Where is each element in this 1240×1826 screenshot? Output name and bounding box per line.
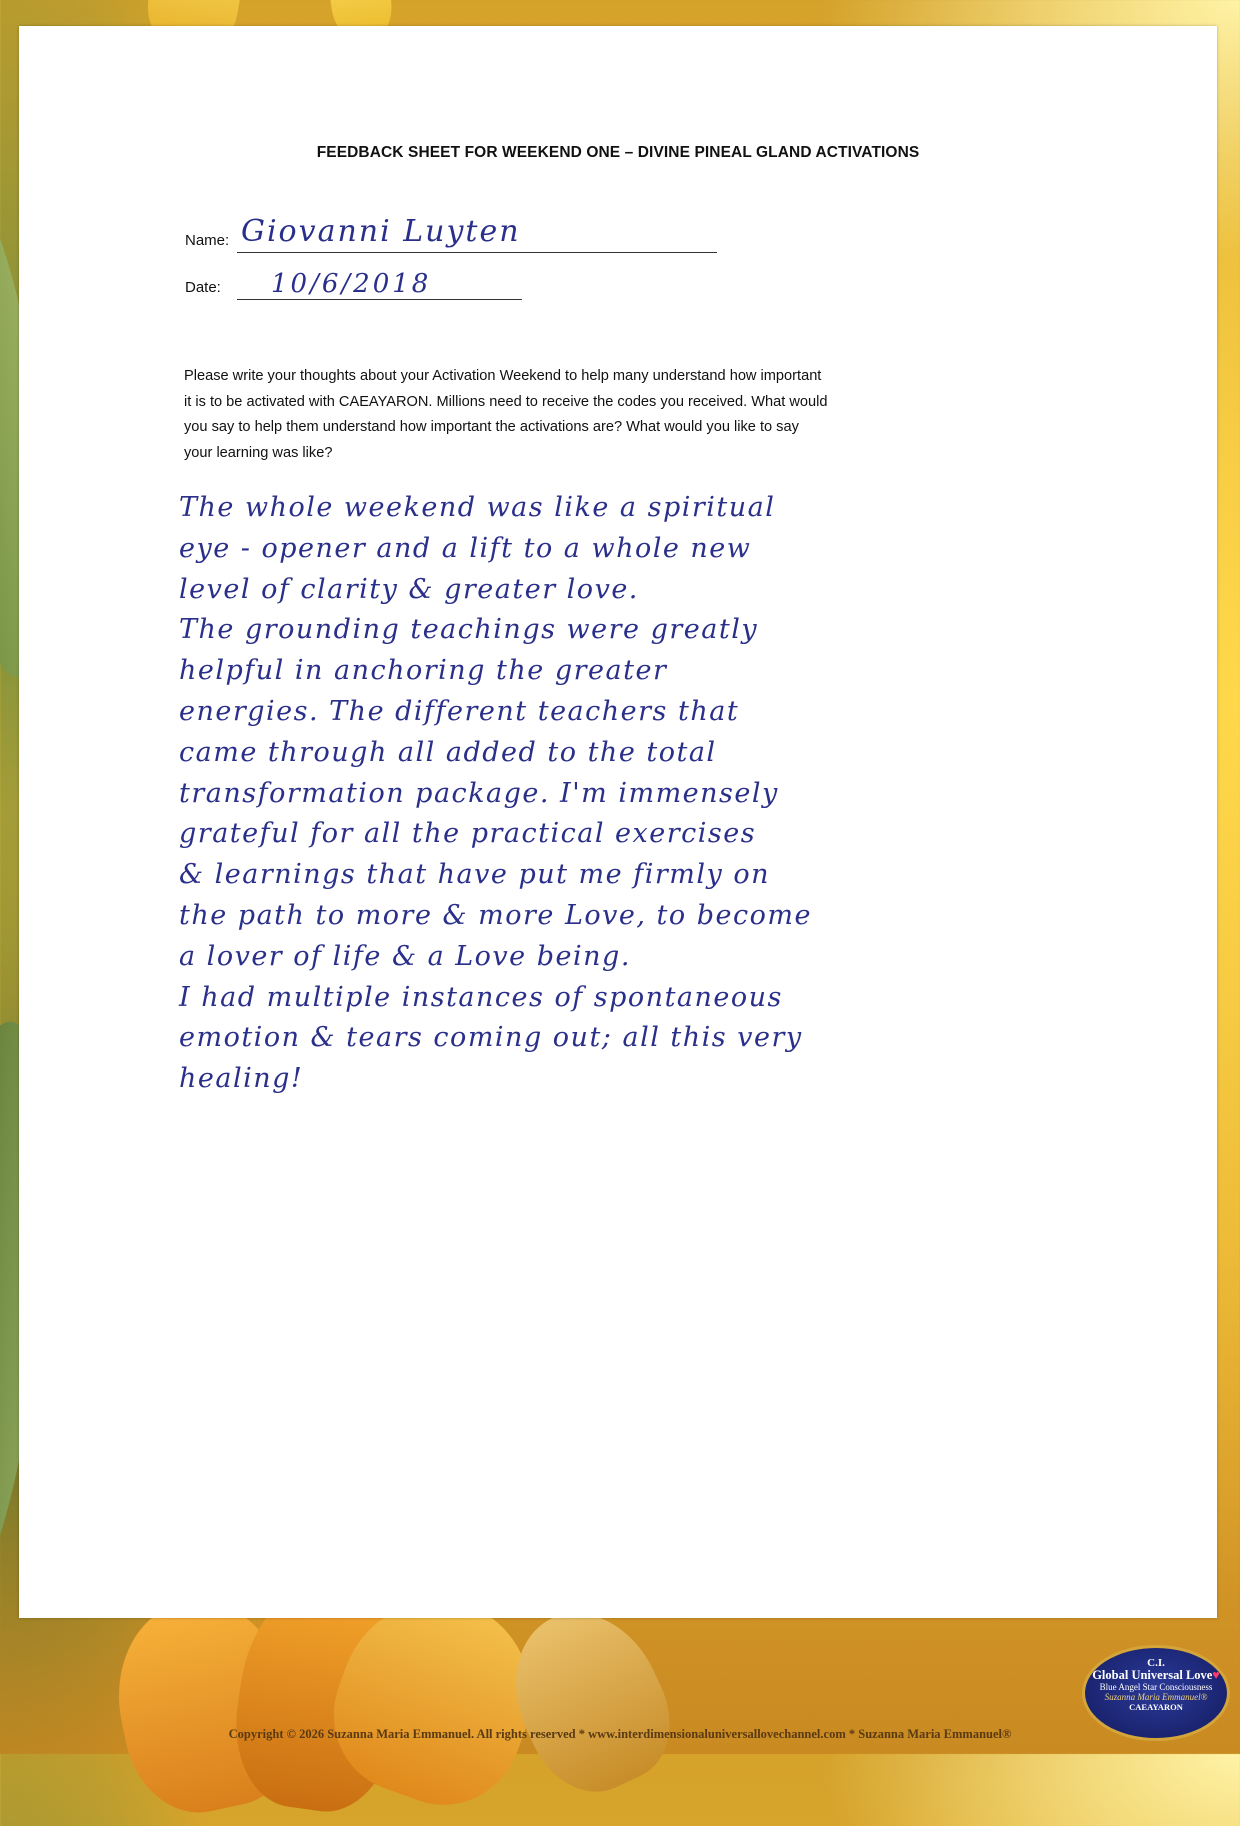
- logo-text: Global Universal Love♥: [1092, 1668, 1220, 1682]
- answer-line: the path to more & more Love, to become: [179, 899, 812, 931]
- answer-line: a lover of life & a Love being.: [179, 940, 631, 972]
- name-line: [237, 252, 717, 253]
- answer-line: The whole weekend was like a spiritual: [179, 492, 776, 523]
- prompt-line: it is to be activated with CAEAYARON. Millions need to receive the codes you received. What would: [184, 393, 828, 410]
- date-label: Date:: [185, 279, 221, 296]
- name-value: Giovanni Luyten: [241, 214, 521, 249]
- answer-line: The grounding teachings were greatly: [179, 614, 759, 646]
- answer-line: & learnings that have put me firmly on: [179, 859, 770, 891]
- copyright-footer: Copyright © 2026 Suzanna Maria Emmanuel. All rights reserved * www.interdimensionaluniversallovechannel.com * Suzanna Maria Emmanuel®: [228, 1727, 1012, 1741]
- name-label: Name:: [185, 232, 230, 249]
- logo-text: C.I.: [1147, 1657, 1165, 1669]
- answer-line: level of clarity & greater love.: [179, 573, 639, 605]
- handwritten-answer: [179, 488, 1079, 1100]
- answer-line: healing!: [179, 1063, 304, 1095]
- answer-line: energies. The different teachers that: [179, 695, 740, 727]
- answer-line: came through all added to the total: [179, 736, 717, 768]
- answer-line: grateful for all the practical exercises: [179, 818, 757, 850]
- logo-text: Suzanna Maria Emmanuel®: [1104, 1692, 1208, 1702]
- logo-text: Blue Angel Star Consciousness: [1099, 1682, 1213, 1692]
- date-line: [237, 299, 522, 300]
- prompt-line: you say to help them understand how important the activations are? What would you like to say: [184, 419, 799, 435]
- answer-line: emotion & tears coming out; all this very: [179, 1022, 803, 1054]
- feedback-sheet: [19, 26, 1217, 1618]
- prompt-line: your learning was like?: [184, 444, 333, 461]
- answer-line: transformation package. I'm immensely: [179, 777, 779, 809]
- prompt-text: [184, 364, 1004, 466]
- answer-line: I had multiple instances of spontaneous: [179, 981, 783, 1013]
- date-value: 10/6/2018: [271, 269, 432, 299]
- logo-text: CAEAYARON: [1129, 1702, 1183, 1712]
- answer-line: eye - opener and a lift to a whole new: [179, 532, 752, 564]
- prompt-line: Please write your thoughts about your Activation Weekend to help many understand how important: [184, 368, 822, 384]
- heart-icon: ♥: [1212, 1668, 1220, 1682]
- answer-line: helpful in anchoring the greater: [179, 655, 668, 687]
- sunflower-petal: [489, 1589, 692, 1811]
- sheet-title: FEEDBACK SHEET FOR WEEKEND ONE – DIVINE PINEAL GLAND ACTIVATIONS: [316, 144, 920, 161]
